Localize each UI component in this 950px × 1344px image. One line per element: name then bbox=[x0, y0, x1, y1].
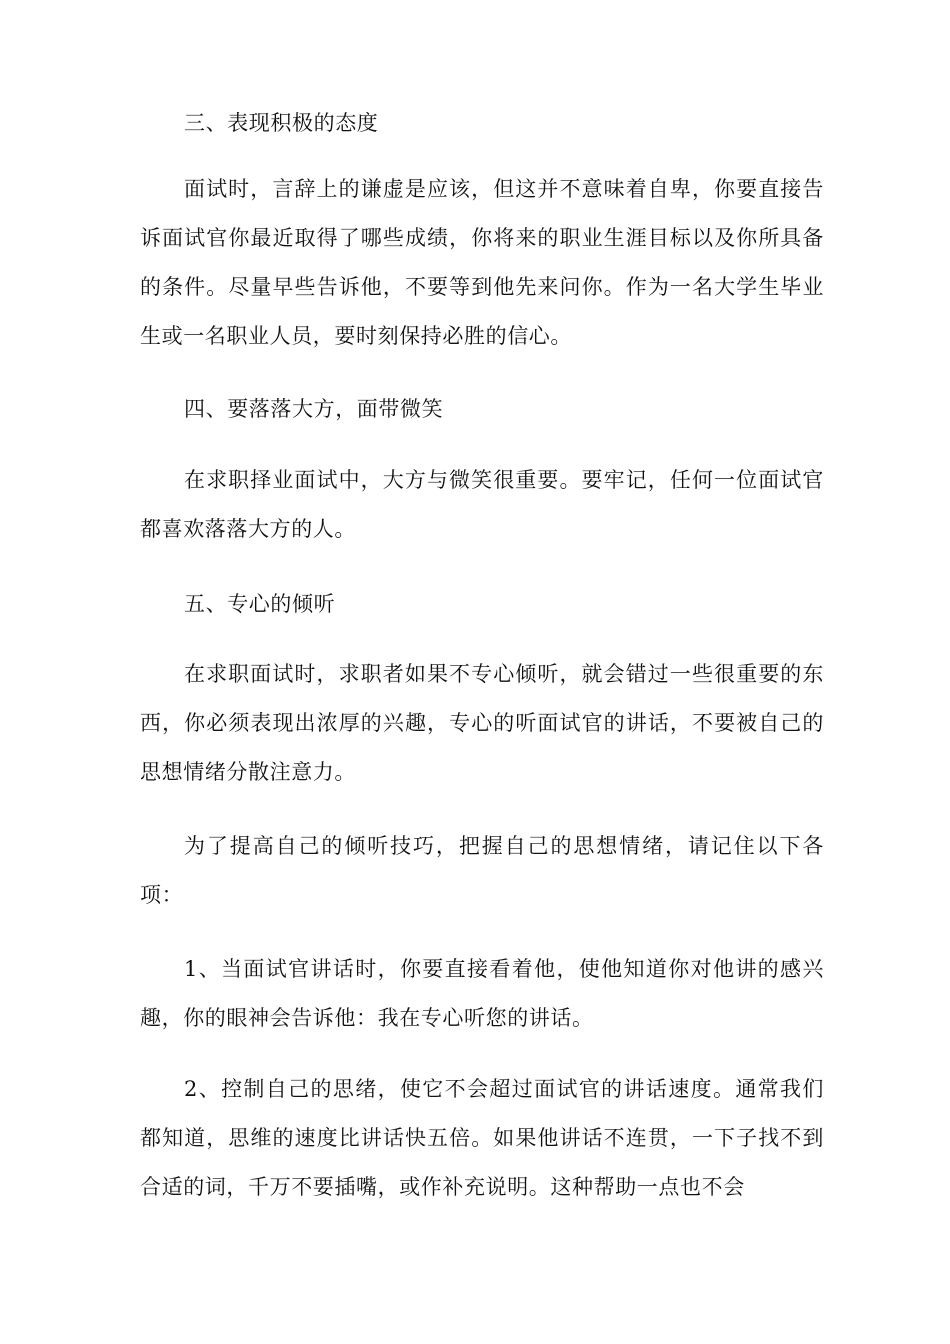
section-heading-3: 三、表现积极的态度 bbox=[184, 111, 379, 135]
paragraph-listening-tips-intro: 为了提高自己的倾听技巧，把握自己的思想情绪，请记住以下各项： bbox=[140, 834, 824, 907]
paragraph-smile: 在求职择业面试中，大方与微笑很重要。要牢记，任何一位面试官都喜欢落落大方的人。 bbox=[140, 468, 824, 541]
section-heading-5: 五、专心的倾听 bbox=[184, 592, 336, 616]
list-item-1: 1、当面试官讲话时，你要直接看着他，使他知道你对他讲的感兴趣，你的眼神会告诉他：我在专心听您的讲话。 bbox=[140, 957, 824, 1030]
paragraph-listening: 在求职面试时，求职者如果不专心倾听，就会错过一些很重要的东西，你必须表现出浓厚的兴趣，专心的听面试官的讲话，不要被自己的思想情绪分散注意力。 bbox=[140, 662, 824, 784]
section-heading-4: 四、要落落大方，面带微笑 bbox=[184, 397, 444, 421]
paragraph-positive-attitude: 面试时，言辞上的谦虚是应该，但这并不意味着自卑，你要直接告诉面试官你最近取得了哪些成绩，你将来的职业生涯目标以及你所具备的条件。尽量早些告诉他，不要等到他先来问你。作为一名大学生毕业生或一名职业人员，要时刻保持必胜的信心。 bbox=[140, 177, 824, 348]
list-item-2: 2、控制自己的思绪，使它不会超过面试官的讲话速度。通常我们都知道，思维的速度比讲话快五倍。如果他讲话不连贯，一下子找不到合适的词，千万不要插嘴，或作补充说明。这种帮助一点也不会 bbox=[140, 1077, 824, 1199]
